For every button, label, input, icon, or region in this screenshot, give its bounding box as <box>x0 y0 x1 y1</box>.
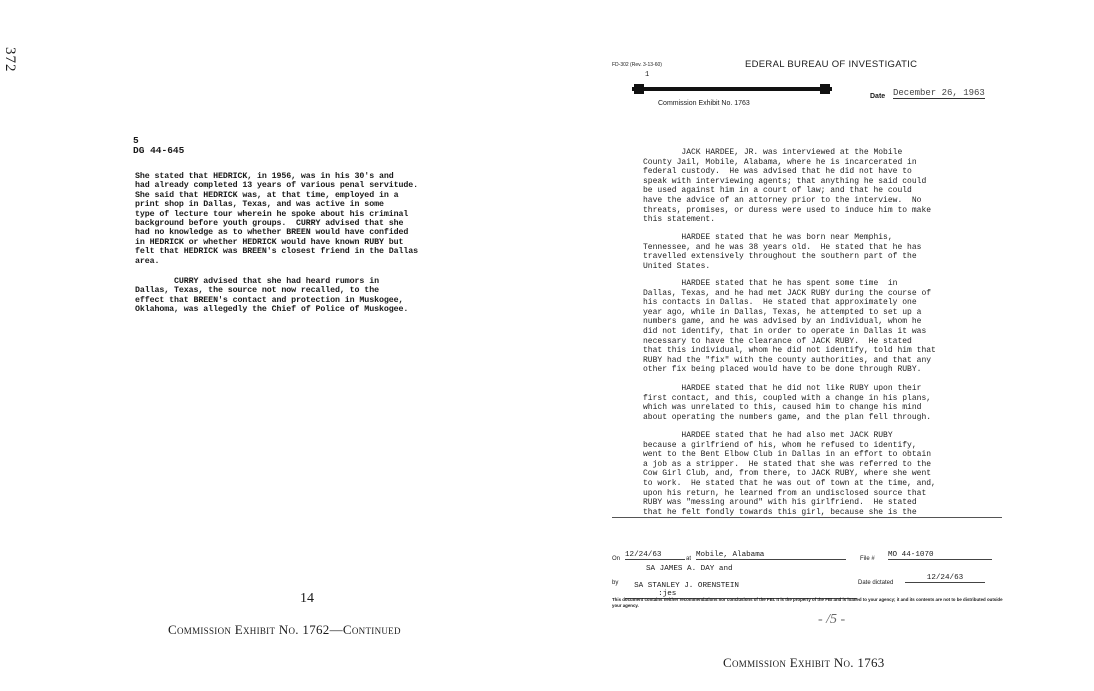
header-bar-graphic <box>632 84 832 96</box>
file-number-value: MO 44-1070 <box>888 551 992 560</box>
interview-paragraph-4 <box>643 384 988 422</box>
text-line: HARDEE stated that he was born near Memphis, <box>643 233 893 242</box>
text-line: United States. <box>643 261 711 271</box>
text-line: CURRY advised that she had heard rumors in <box>135 277 379 286</box>
agent-name-line: SA JAMES A. DAY and <box>646 565 733 573</box>
text-line: speak with interviewing agents; that anything he said could <box>643 176 927 186</box>
page-indicator: 1 <box>645 71 650 79</box>
text-line: had no knowledge as to whether BREEN would have confided <box>135 228 409 238</box>
text-line: print shop in Dallas, Texas, and was active in some <box>135 200 384 210</box>
file-ref-line: 5 <box>133 135 139 146</box>
left-paragraph-2 <box>135 277 475 315</box>
text-line: Cow Girl Club, and, from there, to JACK RUBY, where she went <box>643 469 932 479</box>
fbi-disclaimer: This document contains neither recommendations nor conclusions of the FBI. It is the property of the FBI and is loaned to your agency; it and its contents are not to be distributed outside your agency. <box>612 597 1003 608</box>
file-ref-line: DG 44-645 <box>133 145 185 156</box>
form-divider <box>612 517 1002 518</box>
text-line: Oklahoma, was allegedly the Chief of Police of Muskogee. <box>135 305 409 315</box>
text-line: this statement. <box>643 215 716 225</box>
date-dictated-value: 12/24/63 <box>905 574 985 583</box>
left-paragraph-1 <box>135 172 475 266</box>
left-file-reference <box>133 136 184 156</box>
date-label: Date <box>870 93 886 100</box>
right-exhibit-caption: Commission Exhibit No. 1763 <box>723 655 885 670</box>
signature-mark: - /5 - <box>818 612 846 627</box>
typist-initials: :jes <box>658 590 677 598</box>
text-line: necessary to have the clearance of JACK RUBY. He stated <box>643 336 912 346</box>
text-line: HARDEE stated that he has spent some time in <box>643 279 898 288</box>
text-line: background before youth groups. CURRY advised that she <box>135 219 404 229</box>
at-location-value: Mobile, Alabama <box>696 551 846 560</box>
file-label: File # <box>860 556 875 562</box>
text-line: RUBY was "messing around" with his girlfriend. He stated <box>643 498 917 508</box>
text-line: Dallas, Texas, and he had met JACK RUBY during the course of <box>643 288 932 298</box>
text-line: HARDEE stated that he did not like RUBY upon their <box>643 384 922 393</box>
left-page-number: 14 <box>300 591 314 606</box>
text-line: his contacts in Dallas. He stated that approximately one <box>643 298 917 308</box>
text-line: JACK HARDEE, JR. was interviewed at the Mobile <box>643 148 903 157</box>
text-line: other fix being placed would have to be done through RUBY. <box>643 365 922 375</box>
text-line: that he felt fondly towards this girl, because she is the <box>643 507 917 517</box>
text-line: County Jail, Mobile, Alabama, where he is incarcerated in <box>643 157 917 167</box>
at-label: at <box>686 556 692 562</box>
text-line: Tennessee, and he was 38 years old. He stated that he has <box>643 242 922 252</box>
rotated-page-number: 372 <box>2 47 18 73</box>
text-line: felt that HEDRICK was BREEN's closest friend in the Dallas <box>135 247 418 257</box>
text-line: upon his return, he learned from an undisclosed source that <box>643 488 927 498</box>
text-line: did not identify, that in order to operate in Dallas it was <box>643 326 927 336</box>
text-line: threats, promises, or duress were used to induce him to make <box>643 205 932 215</box>
text-line: a job as a stripper. He stated that she was referred to the <box>643 459 932 469</box>
text-line: because a girlfriend of his, whom he refused to identify, <box>643 440 917 450</box>
text-line: which was unrelated to this, caused him to change his mind <box>643 403 922 413</box>
text-line: travelled extensively throughout the southern part of the <box>643 252 917 262</box>
form-number: FD-302 (Rev. 3-13-60) <box>612 62 662 68</box>
text-line: She said that HEDRICK was, at that time, employed in a <box>135 190 399 200</box>
text-line: RUBY had the "fix" with the county authorities, and that any <box>643 355 932 365</box>
text-line: She stated that HEDRICK, in 1956, was in his 30's and <box>135 172 394 181</box>
text-line: have the advice of an attorney prior to the interview. No <box>643 195 922 205</box>
text-line: Dallas, Texas, the source not now recalled, to the <box>135 286 379 296</box>
text-line: be used against him in a court of law; and that he could <box>643 186 912 196</box>
text-line: type of lecture tour wherein he spoke about his criminal <box>135 209 409 219</box>
text-line: federal custody. He was advised that he did not have to <box>643 167 912 177</box>
date-value: December 26, 1963 <box>893 88 985 98</box>
text-line: went to the Bent Elbow Club in Dallas in an effort to obtain <box>643 450 932 460</box>
by-label: by <box>612 580 619 586</box>
text-line: to work. He stated that he was out of town at the time, and, <box>643 478 936 488</box>
text-line: year ago, while in Dallas, Texas, he attempted to set up a <box>643 307 922 317</box>
text-line: in HEDRICK or whether HEDRICK would have known RUBY but <box>135 237 404 247</box>
text-line: HARDEE stated that he had also met JACK RUBY <box>643 431 893 440</box>
date-dictated-label: Date dictated <box>858 580 894 586</box>
on-label: On <box>612 556 621 562</box>
text-line: area. <box>135 256 160 266</box>
interview-paragraph-3 <box>643 279 988 375</box>
on-date-value: 12/24/63 <box>625 551 685 560</box>
interview-paragraph-1 <box>643 148 988 225</box>
agent-name-line-2: SA STANLEY J. ORENSTEIN <box>634 582 739 590</box>
text-line: numbers game, and he was advised by an individual, whom he <box>643 317 922 327</box>
text-line: first contact, and this, coupled with a change in his plans, <box>643 393 932 403</box>
left-exhibit-caption: Commission Exhibit No. 1762—Continued <box>168 622 401 637</box>
agency-title: EDERAL BUREAU OF INVESTIGATIC <box>745 59 918 70</box>
text-line: that this individual, whom he did not identify, told him that <box>643 346 936 356</box>
agent-name-line <box>625 574 857 599</box>
exhibit-label: Commission Exhibit No. 1763 <box>658 100 750 107</box>
interview-paragraph-2 <box>643 233 988 271</box>
text-line: effect that BREEN's contact and protection in Muskogee, <box>135 295 404 305</box>
text-line: had already completed 13 years of various penal servitude. <box>135 181 418 191</box>
interview-paragraph-5 <box>643 431 988 517</box>
text-line: about operating the numbers game, and the plan fell through. <box>643 412 932 422</box>
